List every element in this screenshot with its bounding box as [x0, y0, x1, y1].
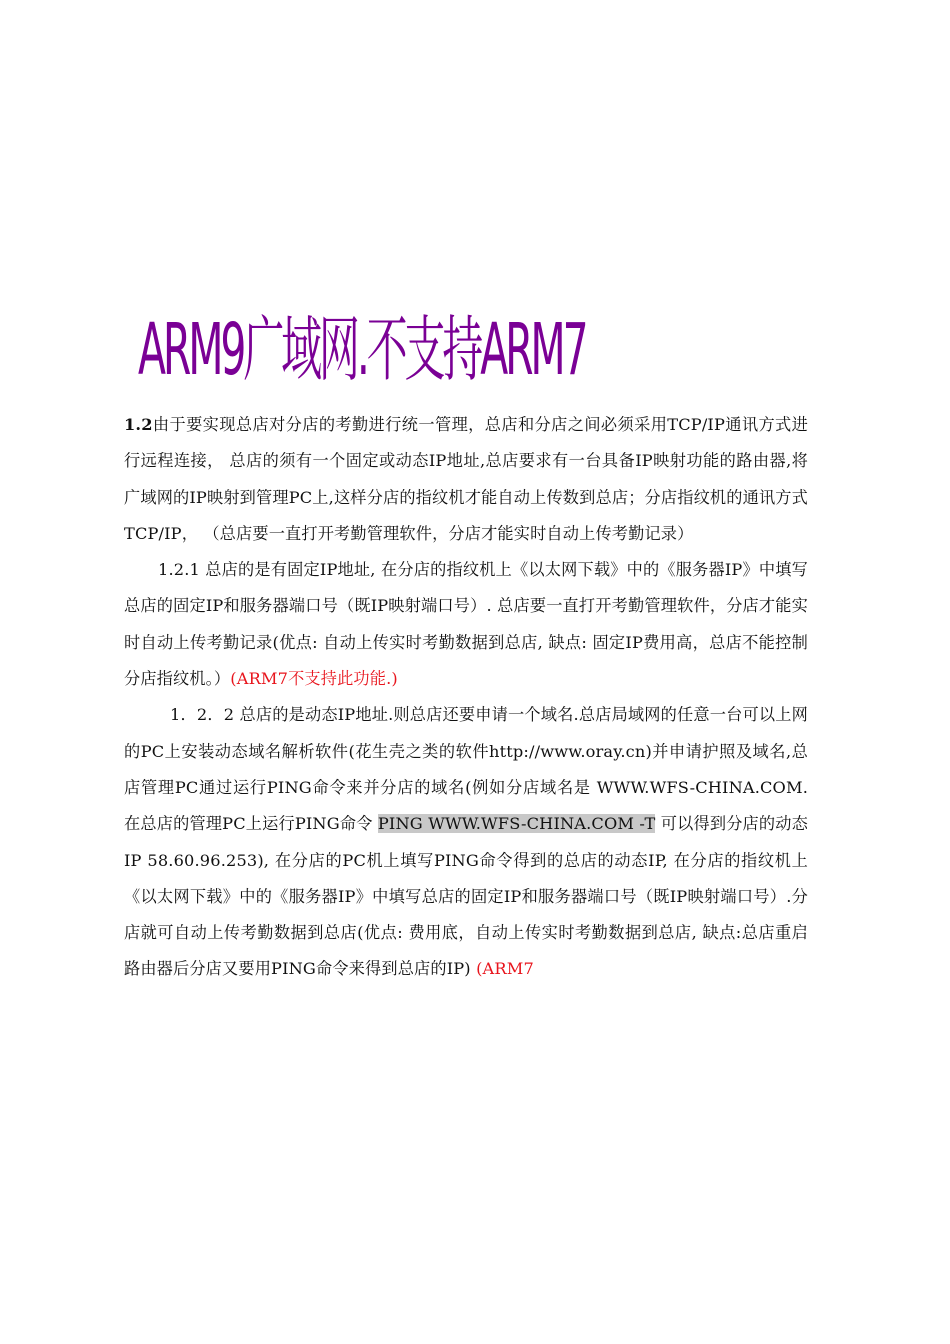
paragraph-1-2 — [124, 407, 808, 552]
section-number: 1.2 — [124, 415, 153, 434]
document-body — [124, 407, 808, 988]
paragraph-text: 由于要实现总店对分店的考勤进行统一管理，总店和分店之间必须采用TCP/IP通讯方式进行远程连接， 总店的须有一个固定或动态IP地址,总店要求有一台具备IP映射功能的路由器,将广域网的IP映射到管理PC上,这样分店的指纹机才能自动上传数到总店；分店指纹机的通讯方式TCP/IP， （总店要一直打开考勤管理软件，分店才能实时自动上传考勤记录） — [124, 415, 808, 543]
paragraph-1-2-1 — [124, 552, 808, 697]
paragraph-text-continued: 可以得到分店的动态IP 58.60.96.253), 在分店的PC机上填写PING命令得到的总店的动态IP, 在分店的指纹机上《以太网下载》中的《服务器IP》中填写总店的固定IP和服务器端口号（既IP映射端口号）.分店就可自动上传考勤数据到总店(优点: 费用底，自动上传实时考勤数据到总店, 缺点:总店重启路由器后分店又要用PING命令来得到总店的IP) — [124, 814, 808, 979]
ping-command: PING WWW.WFS-CHINA.COM -T — [377, 814, 656, 834]
arm7-note: (ARM7不支持此功能.) — [230, 669, 398, 689]
arm7-note: (ARM7 — [476, 959, 534, 979]
paragraph-1-2-2 — [124, 697, 808, 987]
paragraph-text: 1.2.1 总店的是有固定IP地址, 在分店的指纹机上《以太网下载》中的《服务器IP》中填写总店的固定IP和服务器端口号（既IP映射端口号）. 总店要一直打开考勤管理软件，分店才能实时自动上传考勤记录(优点: 自动上传实时考勤数据到总店, 缺点: 固定IP费用高，总店不能控制分店指纹机。） — [124, 560, 808, 689]
document-title: ARM9广域网.不支持ARM7 — [138, 307, 586, 392]
paragraph-text: 1．2．2 总店的是动态IP地址.则总店还要申请一个域名.总店局域网的任意一台可以上网的PC上安装动态域名解析软件(花生壳之类的软件http://www.oray.cn)并申请护照及域名,总店管理PC通过运行PING命令来并分店的域名(例如分店域名是 WWW.WFS-CHINA.COM. 在总店的管理PC上运行PING命令 — [124, 705, 808, 834]
